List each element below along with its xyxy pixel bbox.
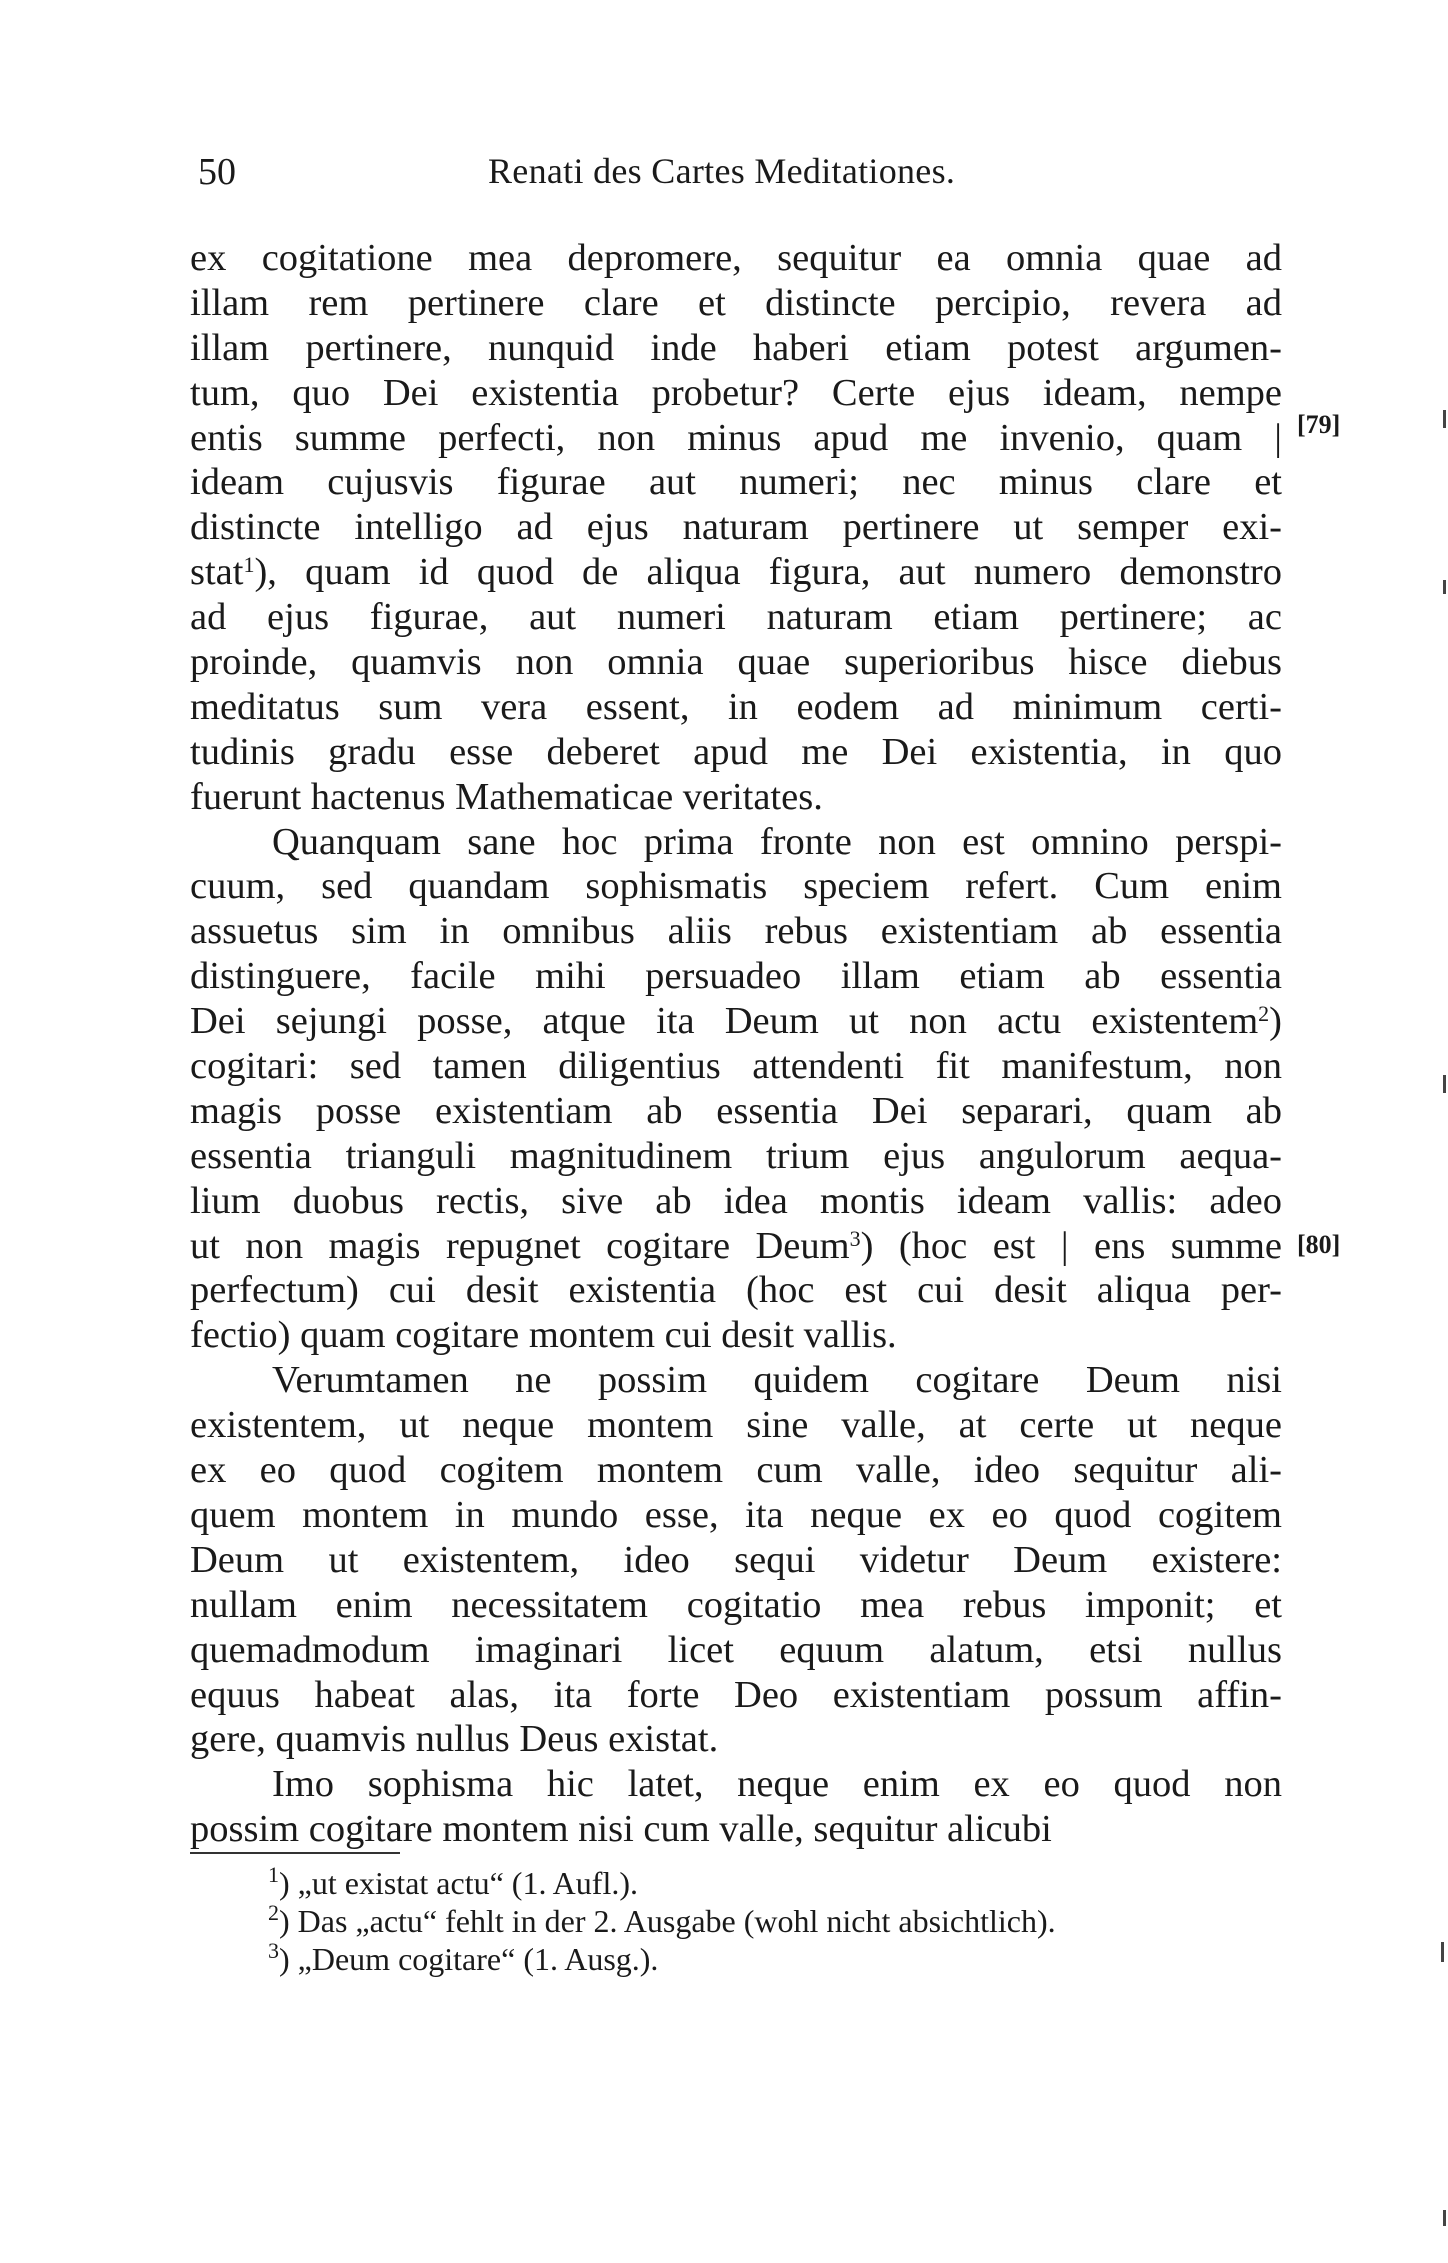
footnote-divider: [190, 1852, 400, 1854]
main-text: [190, 236, 1282, 1852]
margin-reference: [79]: [1297, 410, 1341, 439]
text-line: ideam cujusvis figurae aut numeri; nec minus clare et: [190, 461, 1282, 504]
text-line: Verumtamen ne possim quidem cogitare Deum nisi: [272, 1359, 1282, 1402]
text-line: quemadmodum imaginari licet equum alatum, etsi nullus: [190, 1628, 1282, 1671]
footnote-text: „ut existat actu“ (1. Aufl.).: [297, 1865, 638, 1901]
text-line: lium duobus rectis, sive ab idea montis ideam vallis: adeo: [190, 1179, 1282, 1222]
footnote-paren: ): [279, 1941, 298, 1977]
text-line: meditatus sum vera essent, in eodem ad minimum certi-: [190, 685, 1282, 728]
scan-mark: [1443, 2210, 1446, 2226]
text-line: distinguere, facile mihi persuadeo illam etiam ab essentia: [190, 955, 1282, 998]
text-line: cuum, sed quandam sophismatis speciem refert. Cum enim: [190, 865, 1282, 908]
footnote-paren: ): [279, 1903, 298, 1939]
text-line: Imo sophisma hic latet, neque enim ex eo quod non: [272, 1763, 1282, 1806]
page-header: [0, 150, 1448, 200]
scan-mark: [1441, 1942, 1444, 1962]
text-line: entis summe perfecti, non minus apud me invenio, quam |: [190, 416, 1282, 459]
text-line: illam pertinere, nunquid inde haberi etiam potest argumen-: [190, 326, 1282, 369]
footnote-text: „Deum cogitare“ (1. Ausg.).: [297, 1941, 659, 1977]
text-line: [190, 550, 1282, 595]
footnote: [268, 1902, 1056, 1940]
scan-mark: [1443, 410, 1446, 428]
text-line: fectio) quam cogitare montem cui desit vallis.: [190, 1314, 897, 1357]
line-segment: ): [1269, 1000, 1282, 1043]
text-line: Deum ut existentem, ideo sequi videtur Deum existere:: [190, 1538, 1282, 1581]
footnote-number: 3: [268, 1938, 279, 1963]
text-line: ex eo quod cogitem montem cum valle, ideo sequitur ali-: [190, 1449, 1282, 1492]
text-line: tudinis gradu esse deberet apud me Dei existentia, in quo: [190, 730, 1282, 773]
scan-mark: [1443, 1075, 1446, 1093]
footnote: [268, 1864, 1056, 1902]
footnote-number: 1: [268, 1862, 279, 1887]
text-line: Quanquam sane hoc prima fronte non est omnino perspi-: [272, 820, 1282, 863]
text-line: gere, quamvis nullus Deus existat.: [190, 1718, 719, 1761]
text-line: distincte intelligo ad ejus naturam pertinere ut semper exi-: [190, 506, 1282, 549]
text-line: illam rem pertinere clare et distincte percipio, revera ad: [190, 281, 1282, 324]
text-line: ex cogitatione mea depromere, sequitur ea omnia quae ad: [190, 237, 1282, 279]
text-line: tum, quo Dei existentia probetur? Certe ejus ideam, nempe: [190, 371, 1282, 414]
text-line: equus habeat alas, ita forte Deo existentiam possum affin-: [190, 1673, 1282, 1716]
running-title: Renati des Cartes Meditationes.: [488, 151, 956, 191]
scan-mark: [1443, 580, 1446, 594]
text-line: [190, 1224, 1282, 1269]
text-line: cogitari: sed tamen diligentius attendenti fit manifestum, non: [190, 1045, 1282, 1088]
footnote-text: Das „actu“ fehlt in der 2. Ausgabe (wohl nicht absichtlich).: [297, 1903, 1056, 1939]
text-line: magis posse existentiam ab essentia Dei separari, quam ab: [190, 1089, 1282, 1132]
text-line: proinde, quamvis non omnia quae superioribus hisce diebus: [190, 641, 1282, 684]
text-line: ad ejus figurae, aut numeri naturam etiam pertinere; ac: [190, 596, 1282, 639]
line-segment: stat: [190, 551, 244, 594]
line-segment: ) (hoc est | ens summe: [860, 1224, 1282, 1267]
text-line: possim cogitare montem nisi cum valle, sequitur alicubi: [190, 1808, 1052, 1851]
line-segment: Dei sejungi posse, atque ita Deum ut non actu existentem: [190, 1000, 1259, 1043]
text-line: perfectum) cui desit existentia (hoc est cui desit aliqua per-: [190, 1269, 1282, 1312]
footnotes: [268, 1864, 1056, 1978]
footnote-marker: 3: [849, 1225, 861, 1251]
footnote-paren: ): [279, 1865, 298, 1901]
text-line: essentia trianguli magnitudinem trium ejus angulorum aequa-: [190, 1134, 1282, 1177]
footnote-marker: 2: [1258, 1001, 1270, 1027]
text-line: quem montem in mundo esse, ita neque ex eo quod cogitem: [190, 1493, 1282, 1536]
text-line: fuerunt hactenus Mathematicae veritates.: [190, 775, 823, 818]
page-number: 50: [198, 151, 236, 193]
line-segment: ut non magis repugnet cogitare Deum: [190, 1224, 850, 1267]
footnote: [268, 1940, 1056, 1978]
line-segment: ), quam id quod de aliqua figura, aut numero demonstro: [254, 551, 1282, 594]
text-line: nullam enim necessitatem cogitatio mea rebus imponit; et: [190, 1583, 1282, 1626]
text-line: [190, 999, 1282, 1044]
footnote-marker: 1: [243, 552, 255, 578]
footnote-number: 2: [268, 1900, 279, 1925]
text-line: assuetus sim in omnibus aliis rebus existentiam ab essentia: [190, 910, 1282, 953]
text-line: existentem, ut neque montem sine valle, at certe ut neque: [190, 1404, 1282, 1447]
margin-reference: [80]: [1297, 1230, 1341, 1259]
